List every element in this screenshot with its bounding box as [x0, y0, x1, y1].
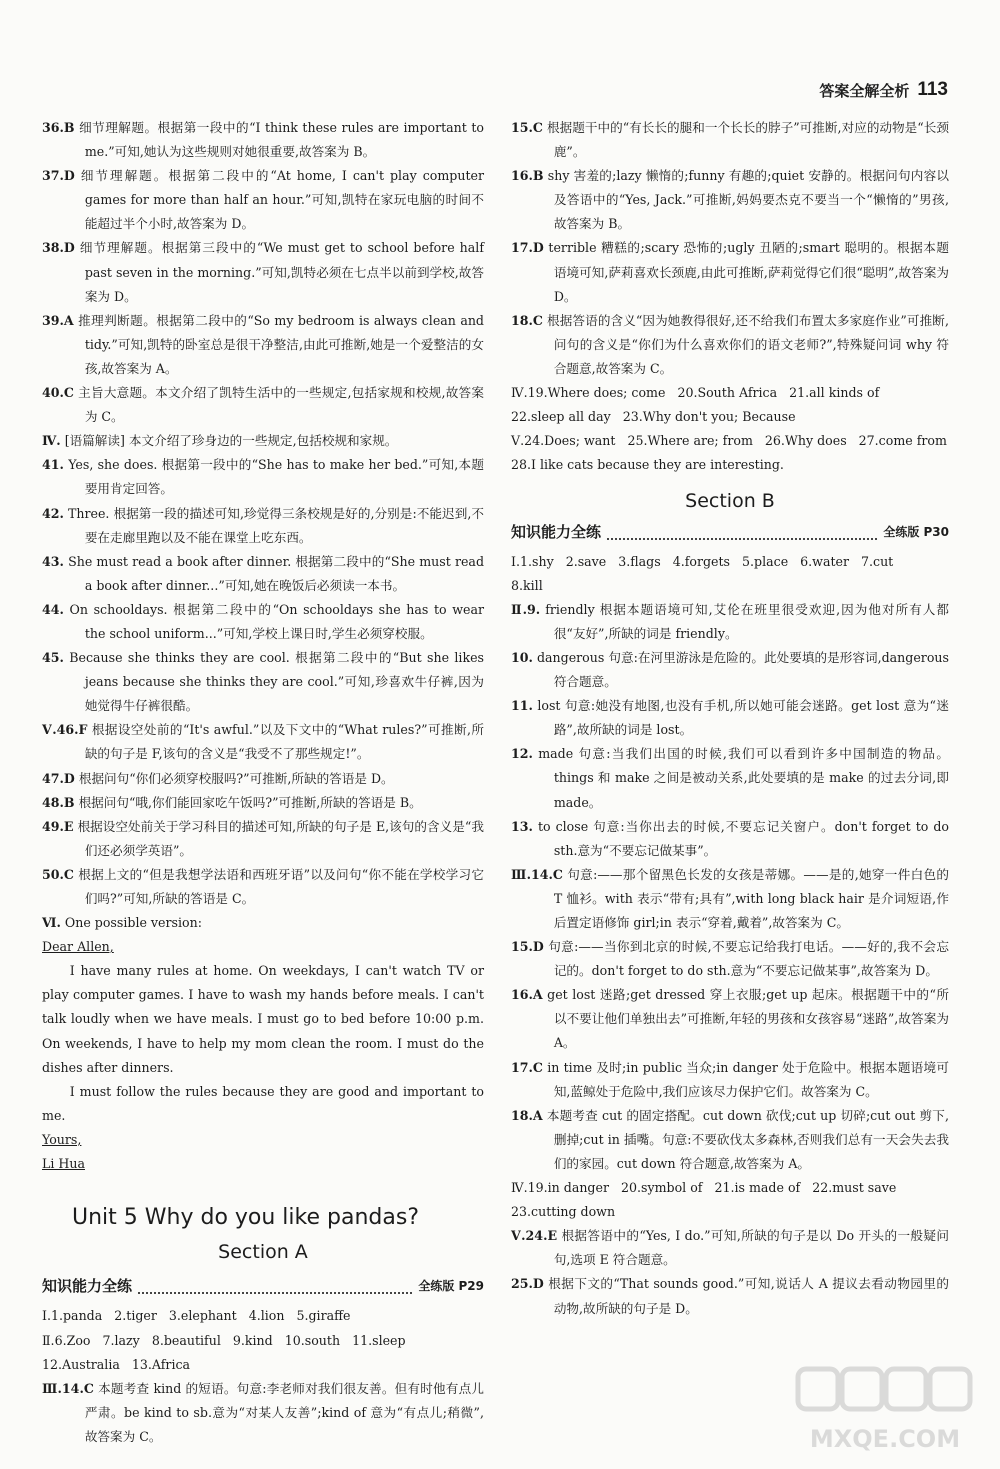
answer-explanation: get lost 迷路;get dressed 穿上衣服;get up 起床。根据题干中的“所以不要让他们单独出去”可推断,年轻的男孩和女孩容易“迷路”,故答案为 A。 — [547, 987, 949, 1051]
answer-entry — [42, 767, 484, 791]
short-answer: 3.flags — [618, 553, 661, 569]
answer-number: 18.A — [511, 1107, 543, 1123]
short-answer: 3.elephant — [168, 1308, 237, 1324]
answer-explanation: 根据问句“哦,你们能回家吃午饭吗?”可推断,所缺的答语是 B。 — [78, 794, 422, 810]
practice-page-ref: 全练版 P29 — [418, 1279, 484, 1294]
answer-number: 43. — [42, 553, 64, 569]
short-answer: 7.lazy — [102, 1332, 140, 1348]
answer-explanation: 细节理解题。根据第一段中的“I think these rules are important to me.”可知,她认为这些规则对她很重要,故答案为 B。 — [79, 120, 484, 160]
short-answer: 20.South Africa — [677, 385, 778, 401]
answer-explanation: Three. 根据第一段的描述可知,珍觉得三条校规是好的,分别是:不能迟到,不要在走廊里跑以及不能在课堂上吃东西。 — [67, 505, 484, 545]
answer-number: 48.B — [42, 794, 75, 810]
answer-list — [511, 598, 949, 1176]
answer-entry — [42, 550, 484, 598]
answer-entry — [511, 983, 949, 1055]
short-answer: 4.lion — [248, 1308, 285, 1324]
short-answer: 2.tiger — [114, 1308, 157, 1324]
short-answer: 22.sleep all day — [511, 409, 611, 425]
answer-number: 37.D — [42, 168, 75, 184]
short-answer: 5.giraffe — [296, 1308, 351, 1324]
answer-explanation: 根据题干中的“有长长的腿和一个长长的脖子”可推断,对应的动物是“长颈鹿”。 — [546, 120, 949, 160]
answer-row — [511, 574, 949, 598]
answer-number: 47.D — [42, 770, 75, 786]
short-answer: 21.all kinds of — [789, 385, 880, 401]
answer-explanation: 根据设空处前关于学习科目的描述可知,所缺的句子是 E,该句的含义是“我们还必须学英语”。 — [77, 818, 484, 858]
short-answer: 13.Africa — [131, 1356, 191, 1372]
answer-rows — [511, 1176, 949, 1224]
answer-explanation: 根据设空处前的“It's awful.”以及下文中的“What rules?”可推断,所缺的句子是 F,该句的含义是“我受不了那些规定!”。 — [84, 722, 484, 762]
dotted-leader — [607, 524, 877, 540]
answer-entry — [511, 694, 949, 742]
short-answer: 25.Where are; from — [627, 433, 753, 449]
short-answer: 9.kind — [232, 1332, 273, 1348]
answer-number: 11. — [511, 698, 533, 714]
answer-explanation: 本题考查 cut 的固定搭配。cut down 砍伐;cut up 切碎;cut out 剪下,删掉;cut in 插嘴。句意:不要砍伐太多森林,否则我们总有一天会失去我们的家园。cut down 符合题意,故答案为 A。 — [546, 1107, 949, 1171]
answer-explanation: 根据上文的“但是我想学法语和西班牙语”以及问句“你不能在学校学习它们吗?”可知,所缺的答语是 C。 — [78, 866, 484, 906]
answer-number: 50.C — [42, 866, 74, 882]
answer-list — [42, 116, 484, 935]
answer-number: 16.A — [511, 987, 543, 1003]
answer-number: 18.C — [511, 312, 543, 328]
practice-bar — [511, 520, 949, 544]
answer-number: 49.E — [42, 818, 74, 834]
answer-entry — [42, 791, 484, 815]
dotted-leader — [138, 1278, 412, 1294]
letter-signature: Li Hua — [42, 1156, 85, 1172]
letter-closing: Yours, — [42, 1131, 82, 1147]
practice-bar — [42, 1274, 484, 1298]
answer-number: Ⅴ.24.E — [511, 1228, 558, 1244]
short-answer: 26.Why does — [764, 433, 847, 449]
letter-greeting: Dear Allen, — [42, 939, 114, 955]
short-answer: 20.symbol of — [620, 1180, 703, 1196]
short-answer: 22.must save — [812, 1180, 897, 1196]
answer-rows — [42, 1304, 484, 1376]
answer-entry — [42, 1377, 484, 1449]
answer-number: 38.D — [42, 240, 75, 256]
left-column — [42, 116, 484, 1449]
answer-rows — [511, 381, 949, 477]
answer-explanation: Yes, she does. 根据第一段中的“She has to make her bed.”可知,本题要用肯定回答。 — [68, 457, 484, 497]
answer-list — [511, 1224, 949, 1320]
answer-entry — [42, 646, 484, 718]
page-header — [819, 74, 948, 106]
answer-explanation: 根据问句“你们必须穿校服吗?”可推断,所缺的答语是 D。 — [78, 770, 394, 786]
answer-entry — [511, 236, 949, 308]
letter-paragraph: I have many rules at home. On weekdays, I can't watch TV or play computer games. I have to wash my hands before meals. I can't talk loudly when we have meals. I must go to bed before 10:00 p.m. On weekends, I have to help my mom clean the room. I must do the dishes after dinners. — [42, 963, 484, 1075]
short-answer: 12.Australia — [42, 1356, 120, 1372]
answer-entry — [42, 116, 484, 164]
short-answer: 21.is made of — [714, 1180, 801, 1196]
answer-entry — [42, 381, 484, 429]
answer-row — [511, 550, 949, 574]
answer-explanation: in time 及时;in public 当众;in danger 处于危险中。根据本题语境可知,蓝鲸处于危险中,我们应该尽力保护它们。故答案为 C。 — [547, 1059, 949, 1099]
answer-rows — [511, 550, 949, 598]
practice-label: 知识能力全练 — [42, 1277, 133, 1296]
short-answer: 2.save — [565, 553, 607, 569]
answer-explanation: 细节理解题。根据第二段中的“At home, I can't play computer games for more than half an hour.”可知,凯特在家玩电脑的时间不能超过半个小时,故答案为 D。 — [80, 168, 484, 232]
answer-row — [511, 381, 949, 429]
practice-label: 知识能力全练 — [511, 522, 602, 541]
answer-entry — [511, 742, 949, 814]
short-answer: 23.cutting down — [511, 1204, 616, 1220]
short-answer: Ⅴ.24.Does; want — [511, 433, 616, 449]
answer-number: 36.B — [42, 120, 75, 135]
answer-entry — [511, 1224, 949, 1272]
short-answer: Ⅳ.19.Where does; come — [511, 385, 666, 401]
answer-explanation: terrible 糟糕的;scary 恐怖的;ugly 丑陋的;smart 聪明的。根据本题语境可知,萨莉喜欢长颈鹿,由此可推断,萨莉觉得它们很“聪明”,故答案为 D。 — [548, 240, 949, 304]
answer-entry — [42, 815, 484, 863]
answer-entry — [511, 164, 949, 236]
answer-number: 40.C — [42, 385, 74, 401]
answer-row — [511, 1176, 949, 1200]
short-answer: 4.forgets — [672, 553, 731, 569]
short-answer: Ⅱ.6.Zoo — [42, 1332, 91, 1348]
answer-entry — [511, 815, 949, 863]
answer-number: 16.B — [511, 168, 544, 184]
answer-number: 13. — [511, 818, 533, 834]
section-title: Section B — [685, 490, 775, 513]
right-column — [511, 116, 949, 1321]
answer-explanation: On schooldays. 根据第二段中的“On schooldays she has to wear the school uniform...”可知,学校上课日时,学生必须穿校服。 — [69, 601, 485, 641]
short-answer: 7.cut — [861, 553, 894, 569]
short-answer: 27.come from — [858, 433, 947, 449]
answer-entry — [42, 718, 484, 766]
answer-number: 41. — [42, 457, 64, 473]
answer-entry — [42, 502, 484, 550]
page-number: 113 — [917, 79, 948, 100]
short-answer: 5.place — [742, 553, 789, 569]
answer-explanation: 根据答语中的“Yes, I do.”可知,所缺的句子是以 Do 开头的一般疑问句,选项 E 符合题意。 — [553, 1228, 949, 1268]
short-answer: 23.Why don't you; Because — [622, 409, 796, 425]
answer-entry — [511, 863, 949, 935]
answer-explanation: to close 句意:当你出去的时候,不要忘记关窗户。don't forget to do sth.意为“不要忘记做某事”。 — [537, 818, 949, 858]
answer-number: 15.D — [511, 939, 544, 955]
answer-entry — [511, 1272, 949, 1320]
watermark-text: MXQE.COM — [809, 1425, 961, 1453]
short-answer: 6.water — [800, 553, 849, 569]
answer-explanation: [语篇解读] 本文介绍了珍身边的一些规定,包括校规和家规。 — [64, 433, 398, 449]
answer-number: Ⅴ.46.F — [42, 722, 88, 738]
answer-explanation: One possible version: — [64, 915, 202, 931]
answer-explanation: 根据下文的“That sounds good.”可知,说话人 A 提议去看动物园里的动物,故所缺的句子是 D。 — [548, 1276, 949, 1316]
answer-row — [42, 1353, 484, 1377]
answer-number: Ⅳ. — [42, 433, 61, 449]
answer-number: 12. — [511, 746, 533, 762]
answer-entry — [42, 863, 484, 911]
answer-explanation: She must read a book after dinner. 根据第二段中的“She must read a book after dinner...”可知,她在晚饭后必须读一本书。 — [68, 553, 485, 593]
short-answer: Ⅳ.19.in danger — [511, 1180, 609, 1196]
answer-number: 25.D — [511, 1276, 544, 1292]
answer-row — [42, 1329, 484, 1353]
short-answer: Ⅰ.1.panda — [42, 1308, 103, 1324]
answer-number: 39.A — [42, 312, 74, 328]
answer-explanation: 本题考查 kind 的短语。句意:李老师对我们很友善。但有时他有点儿严肃。be kind to sb.意为“对某人友善”;kind of 意为“有点儿;稍微”,故答案为 C。 — [84, 1380, 484, 1444]
letter-paragraph: I must follow the rules because they are good and important to me. — [42, 1083, 484, 1123]
answer-entry — [42, 429, 484, 453]
answer-explanation: 句意:——那个留黑色长发的女孩是蒂娜。——是的,她穿一件白色的 T 恤衫。with 表示“带有;具有”,with long black hair 是介词短语,作后置定语修饰 girl;in 表示“穿着,戴着”,故答案为 C。 — [553, 866, 949, 930]
answer-explanation: shy 害羞的;lazy 懒惰的;funny 有趣的;quiet 安静的。根据问句内容以及答语中的“Yes, Jack.”可推断,妈妈要杰克不要当一个“懒惰的”男孩,故答案为 B。 — [547, 168, 949, 232]
answer-entry — [42, 236, 484, 308]
answer-entry — [511, 598, 949, 646]
answer-number: 44. — [42, 601, 64, 617]
answer-explanation: 主旨大意题。本文介绍了凯特生活中的一些规定,包括家规和校规,故答案为 C。 — [78, 385, 484, 425]
answer-list — [511, 116, 949, 381]
answer-row — [42, 1304, 484, 1328]
answer-entry — [511, 646, 949, 694]
answer-number: Ⅱ.9. — [511, 601, 541, 617]
answer-row — [511, 429, 949, 453]
answer-number: Ⅵ. — [42, 915, 61, 931]
answer-explanation: friendly 根据本题语境可知,艾伦在班里很受欢迎,因为他对所有人都很“友好”,所缺的词是 friendly。 — [545, 601, 949, 641]
short-answer: 28.I like cats because they are interesting. — [511, 457, 784, 473]
answer-list — [42, 1377, 484, 1449]
answer-number: Ⅲ.14.C — [42, 1380, 94, 1396]
answer-number: 10. — [511, 649, 533, 665]
short-answer: 10.south — [284, 1332, 341, 1348]
answer-number: 17.D — [511, 240, 544, 256]
answer-number: 45. — [42, 650, 64, 666]
answer-entry — [511, 935, 949, 983]
answer-explanation: 细节理解题。根据第三段中的“We must get to school before half past seven in the morning.”可知,凯特必须在七点半以前到学校,故答案为 D。 — [79, 240, 484, 304]
section-title: Section A — [218, 1241, 308, 1264]
answer-number: 42. — [42, 505, 64, 521]
answer-explanation: dangerous 句意:在河里游泳是危险的。此处要填的是形容词,dangerous 符合题意。 — [536, 649, 949, 690]
practice-page-ref: 全练版 P30 — [883, 524, 949, 539]
short-answer: 11.sleep — [352, 1332, 406, 1348]
answer-explanation: 推理判断题。根据第二段中的“So my bedroom is always clean and tidy.”可知,凯特的卧室总是很干净整洁,由此可推断,她是一个爱整洁的女孩,故答案为 A。 — [78, 312, 484, 376]
answer-entry — [511, 116, 949, 164]
answer-entry — [42, 453, 484, 501]
answer-entry — [42, 911, 484, 935]
header-title: 答案全解全析 — [819, 81, 910, 100]
answer-entry — [42, 598, 484, 646]
answer-entry — [42, 164, 484, 236]
answer-number: 15.C — [511, 120, 543, 135]
answer-explanation: lost 句意:她没有地图,也没有手机,所以她可能会迷路。get lost 意为“迷路”,故所缺的词是 lost。 — [537, 698, 949, 738]
unit-title: Unit 5 Why do you like pandas? — [72, 1205, 419, 1231]
answer-explanation: 句意:——当你到北京的时候,不要忘记给我打电话。——好的,我不会忘记的。don't forget to do sth.意为“不要忘记做某事”,故答案为 D。 — [548, 939, 949, 979]
answer-row — [511, 453, 949, 477]
answer-entry — [511, 1056, 949, 1104]
answer-explanation: made 句意:当我们出国的时候,我们可以看到许多中国制造的物品。things 和 make 之间是被动关系,此处要填的是 make 的过去分词,即 made。 — [538, 746, 949, 810]
answer-entry — [511, 1104, 949, 1176]
answer-entry — [42, 309, 484, 381]
sample-letter — [42, 935, 484, 1176]
answer-number: 17.C — [511, 1059, 543, 1075]
short-answer: 8.beautiful — [151, 1332, 221, 1348]
answer-entry — [511, 309, 949, 381]
answer-number: Ⅲ.14.C — [511, 866, 563, 882]
short-answer: Ⅰ.1.shy — [511, 553, 554, 569]
answer-explanation: 根据答语的含义“因为她教得很好,还不给我们布置太多家庭作业”可推断,问句的含义是“你们为什么喜欢你们的语文老师?”,特殊疑问词 why 符合题意,故答案为 C。 — [547, 312, 949, 376]
answer-row — [511, 1200, 949, 1224]
short-answer: 8.kill — [511, 577, 543, 593]
answer-explanation: Because she thinks they are cool. 根据第二段中的“But she likes jeans because she thinks they are cool.”可知,珍喜欢牛仔裤,因为她觉得牛仔裤很酷。 — [69, 650, 484, 714]
watermark-logo — [790, 1365, 980, 1457]
